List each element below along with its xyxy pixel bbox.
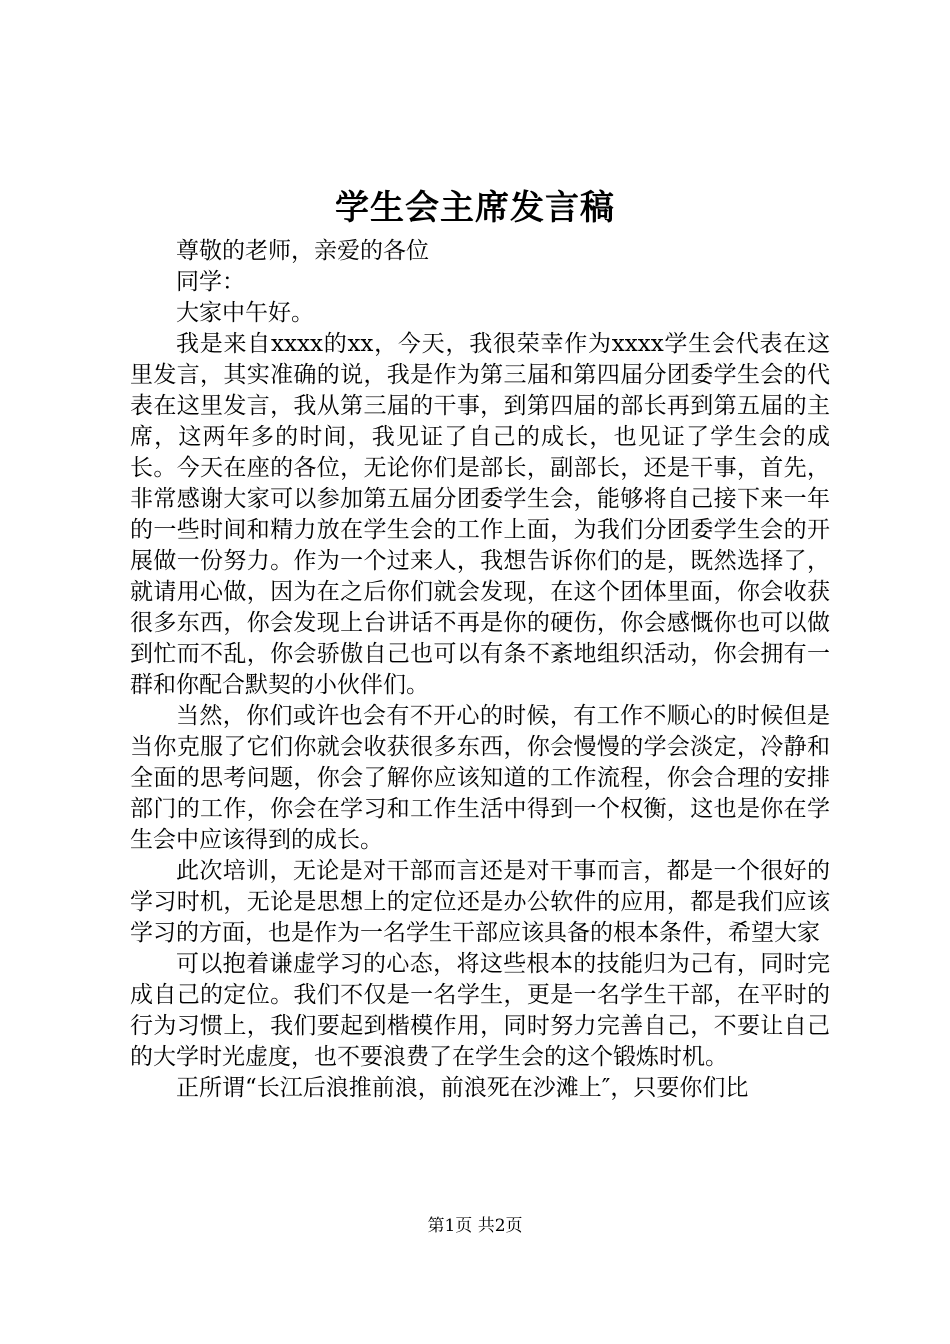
paragraph-introduction: 我是来自xxxx的xx，今天，我很荣幸作为xxxx学生会代表在这里发言，其实准确的说，我是作为第三届和第四届分团委学生会的代表在这里发言，我从第三届的干事，到第四届的部长再到第五届的主席，这两年多的时间，我见证了自己的成长，也见证了学生会的成长。今天在座的各位，无论你们是部长，副部长，还是干事，首先，非常感谢大家可以参加第五届分团委学生会，能够将自己接下来一年的一些时间和精力放在学生会的工作上面，为我们分团委学生会的开展做一份努力。作为一个过来人，我想告诉你们的是，既然选择了，就请用心做，因为在之后你们就会发现，在这个团体里面，你会收获很多东西，你会发现上台讲话不再是你的硬伤，你会感慨你也可以做到忙而不乱，你会骄傲自己也可以有条不紊地组织活动，你会拥有一群和你配合默契的小伙伴们。 [130,331,830,698]
paragraph-growth: 当然，你们或许也会有不开心的时候，有工作不顺心的时候但是当你克服了它们你就会收获很多东西，你会慢慢的学会淡定，冷静和全面的思考问题，你会了解你应该知道的工作流程，你会合理的安排部门的工作，你会在学习和工作生活中得到一个权衡，这也是你在学生会中应该得到的成长。 [130,703,830,853]
paragraph-greeting: 大家中午好。 [176,300,314,326]
paragraph-attitude: 可以抱着谦虚学习的心态，将这些根本的技能归为己有，同时完成自己的定位。我们不仅是一名学生，更是一名学生干部，在平时的行为习惯上，我们要起到楷模作用，同时努力完善自己，不要让自己的大学时光虚度，也不要浪费了在学生会的这个锻炼时机。 [130,951,830,1070]
paragraph-salutation: 尊敬的老师，亲爱的各位 [176,238,429,264]
page-footer: 第1页 共2页 [427,1216,523,1236]
paragraph-closing: 正所谓“长江后浪推前浪，前浪死在沙滩上″，只要你们比 [176,1075,749,1101]
paragraph-salutation-cont: 同学： [176,269,245,295]
document-title: 学生会主席发言稿 [335,188,615,228]
paragraph-training: 此次培训，无论是对干部而言还是对干事而言，都是一个很好的学习时机，无论是思想上的定位还是办公软件的应用，都是我们应该学习的方面，也是作为一名学生干部应该具备的根本条件，希望大家 [130,858,830,946]
document-body [130,236,830,1104]
